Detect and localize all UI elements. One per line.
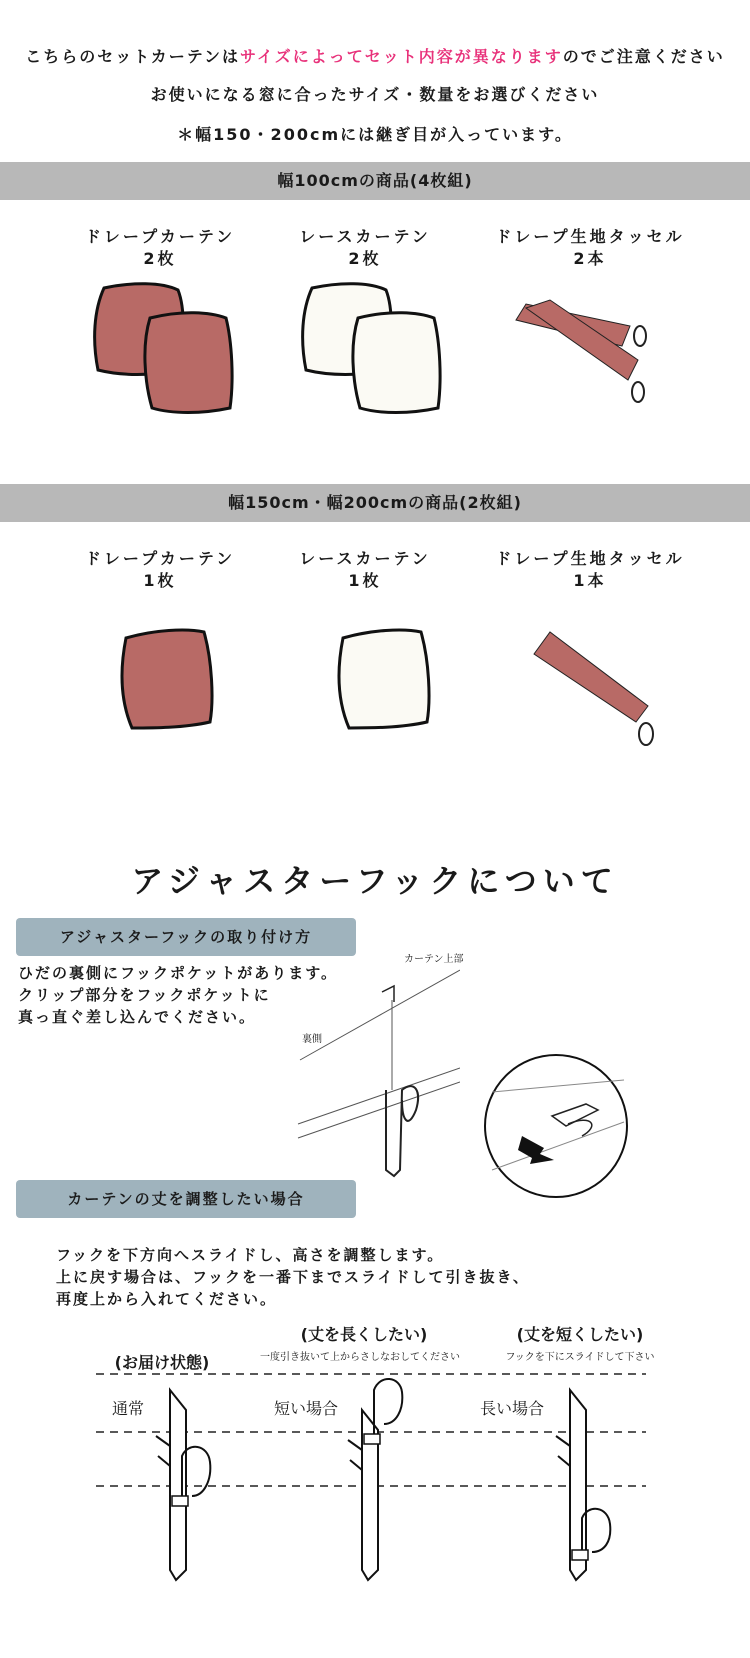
set-150-200-header: 幅150cm・幅200cmの商品(2枚組) — [0, 484, 750, 522]
case-short-label: 短い場合 — [274, 1399, 339, 1418]
state-longer-sub: 一度引き抜いて上からさしなおしてください — [260, 1352, 460, 1363]
intro-line-3: ＊幅150・200cmには継ぎ目が入っています。 — [177, 125, 573, 144]
install-heading: アジャスターフックの取り付け方 — [16, 918, 356, 956]
hook-section-title: アジャスターフックについて — [131, 862, 619, 900]
adjust-heading: カーテンの丈を調整したい場合 — [16, 1180, 356, 1218]
curtain-top-label: カーテン上部 — [404, 954, 464, 965]
set-100-header: 幅100cmの商品(4枚組) — [0, 162, 750, 200]
set-150-lace-label: レースカーテン 1枚 — [299, 549, 431, 590]
tassel-icon — [530, 630, 670, 750]
adjust-text: フックを下方向へスライドし、高さを調整します。 上に戻す場合は、フックを一番下までスライドして引き抜き、 再度上から入れてください。 — [56, 1246, 530, 1308]
hook-shorter-icon — [548, 1386, 628, 1586]
state-shorter-sub: フックを下にスライドして下さい — [505, 1352, 655, 1363]
drape-curtain-pair-icon — [92, 280, 252, 430]
state-default-title: (お届け状態) — [114, 1353, 210, 1372]
intro-line-1: こちらのセットカーテンはサイズによってセット内容が異なりますのでご注意ください — [25, 47, 725, 66]
tassel-pair-icon — [510, 298, 670, 428]
lace-curtain-pair-icon — [300, 280, 460, 430]
intro-line-2: お使いになる窓に合ったサイズ・数量をお選びください — [150, 85, 600, 104]
set-100-lace-label: レースカーテン 2枚 — [299, 227, 431, 268]
install-diagram — [290, 940, 460, 1180]
state-longer-title: (丈を長くしたい) — [300, 1325, 428, 1344]
lace-curtain-icon — [335, 624, 445, 734]
hook-default-icon — [148, 1386, 228, 1586]
back-side-label: 裏側 — [302, 1034, 322, 1045]
drape-curtain-icon — [118, 624, 228, 734]
case-long-label: 長い場合 — [480, 1399, 545, 1418]
install-text: ひだの裏側にフックポケットがあります。 クリップ部分をフックポケットに 真っ直ぐ差し込んでください。 — [18, 964, 339, 1026]
set-150-drape-label: ドレープカーテン 1枚 — [84, 549, 236, 590]
set-100-tassel-label: ドレープ生地タッセル 2本 — [495, 227, 685, 268]
hook-longer-icon — [340, 1370, 420, 1590]
state-shorter-title: (丈を短くしたい) — [516, 1325, 644, 1344]
set-150-tassel-label: ドレープ生地タッセル 1本 — [495, 549, 685, 590]
hook-pocket-zoom-icon — [482, 1052, 630, 1200]
case-normal-label: 通常 — [112, 1399, 145, 1418]
set-100-drape-label: ドレープカーテン 2枚 — [84, 227, 236, 268]
size-warning-highlight: サイズによってセット内容が異なります — [239, 47, 563, 66]
